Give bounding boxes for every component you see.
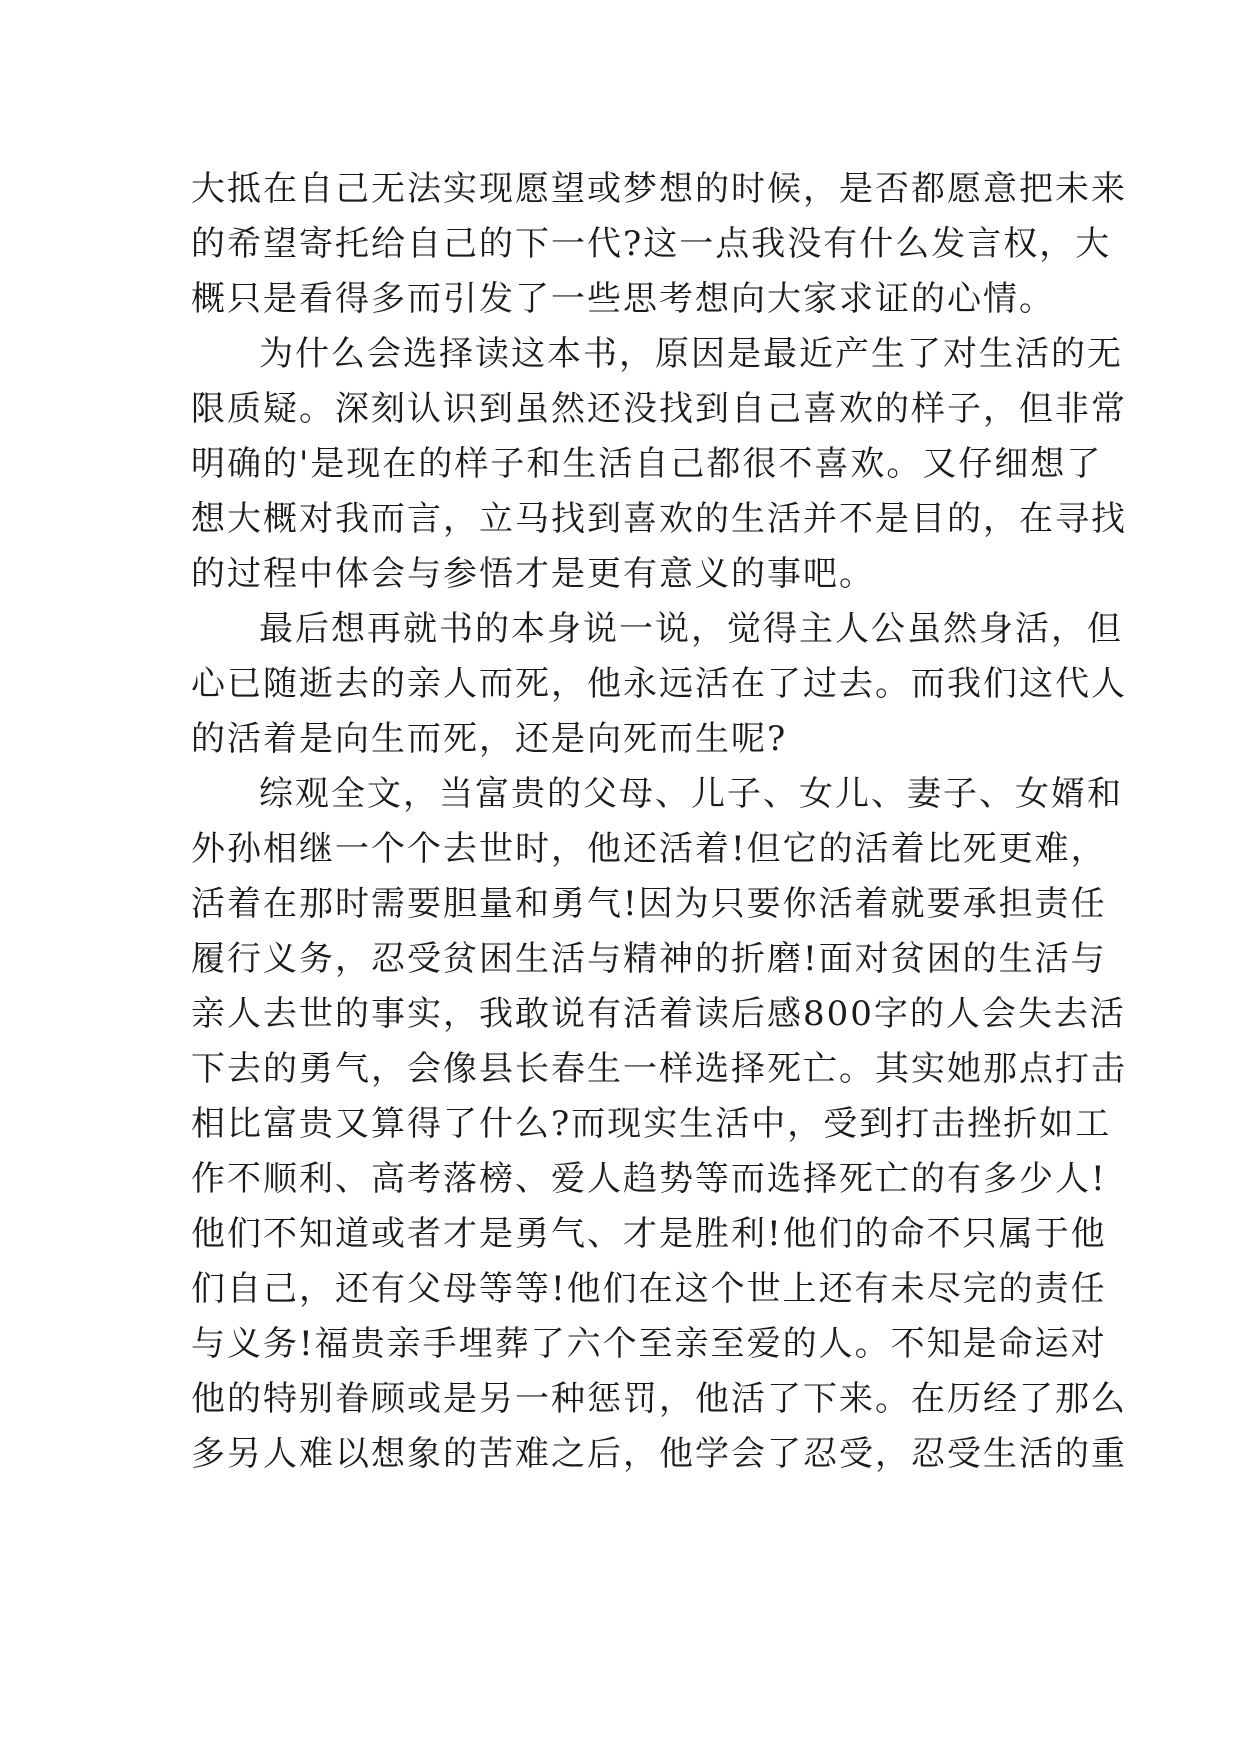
paragraph-start-line: 最后想再就书的本身说一说，觉得主人公虽然身活，但 [259,609,1123,649]
text-line: 想大概对我而言，立马找到喜欢的生活并不是目的，在寻找 [191,499,1127,539]
text-line: 多另人难以想象的苦难之后，他学会了忍受，忍受生活的重 [191,1434,1127,1474]
text-line: 相比富贵又算得了什么?而现实生活中，受到打击挫折如工 [191,1104,1112,1144]
text-line: 他的特别眷顾或是另一种惩罚，他活了下来。在历经了那么 [191,1379,1127,1419]
body-text [191,162,1127,1482]
text-line: 履行义务，忍受贫困生活与精神的折磨!面对贫困的生活与 [191,939,1107,979]
text-line: 限质疑。深刻认识到虽然还没找到自己喜欢的样子，但非常 [191,389,1127,429]
text-line: 的希望寄托给自己的下一代?这一点我没有什么发言权，大 [191,224,1112,264]
text-line: 与义务!福贵亲手埋葬了六个至亲至爱的人。不知是命运对 [191,1324,1107,1364]
text-line: 作不顺利、高考落榜、爱人趋势等而选择死亡的有多少人! [191,1159,1107,1199]
text-line: 心已随逝去的亲人而死，他永远活在了过去。而我们这代人 [191,664,1127,704]
text-line: 亲人去世的事实，我敢说有活着读后感800字的人会失去活 [191,994,1126,1034]
text-line: 概只是看得多而引发了一些思考想向大家求证的心情。 [191,279,1055,319]
text-line: 的过程中体会与参悟才是更有意义的事吧。 [191,554,875,594]
text-line: 外孙相继一个个去世时，他还活着!但它的活着比死更难， [191,829,1107,869]
paragraph-start-line: 综观全文，当富贵的父母、儿子、女儿、妻子、女婿和 [259,774,1123,814]
text-line: 的活着是向生而死，还是向死而生呢? [191,719,788,759]
text-line: 大抵在自己无法实现愿望或梦想的时候，是否都愿意把未来 [191,169,1127,209]
paragraph-start-line: 为什么会选择读这本书，原因是最近产生了对生活的无 [259,334,1123,374]
text-line: 他们不知道或者才是勇气、才是胜利!他们的命不只属于他 [191,1214,1107,1254]
text-line: 活着在那时需要胆量和勇气!因为只要你活着就要承担责任 [191,884,1107,924]
text-line: 们自己，还有父母等等!他们在这个世上还有未尽完的责任 [191,1269,1107,1309]
text-line: 下去的勇气，会像县长春生一样选择死亡。其实她那点打击 [191,1049,1127,1089]
text-line: 明确的'是现在的样子和生活自己都很不喜欢。又仔细想了 [191,444,1103,484]
